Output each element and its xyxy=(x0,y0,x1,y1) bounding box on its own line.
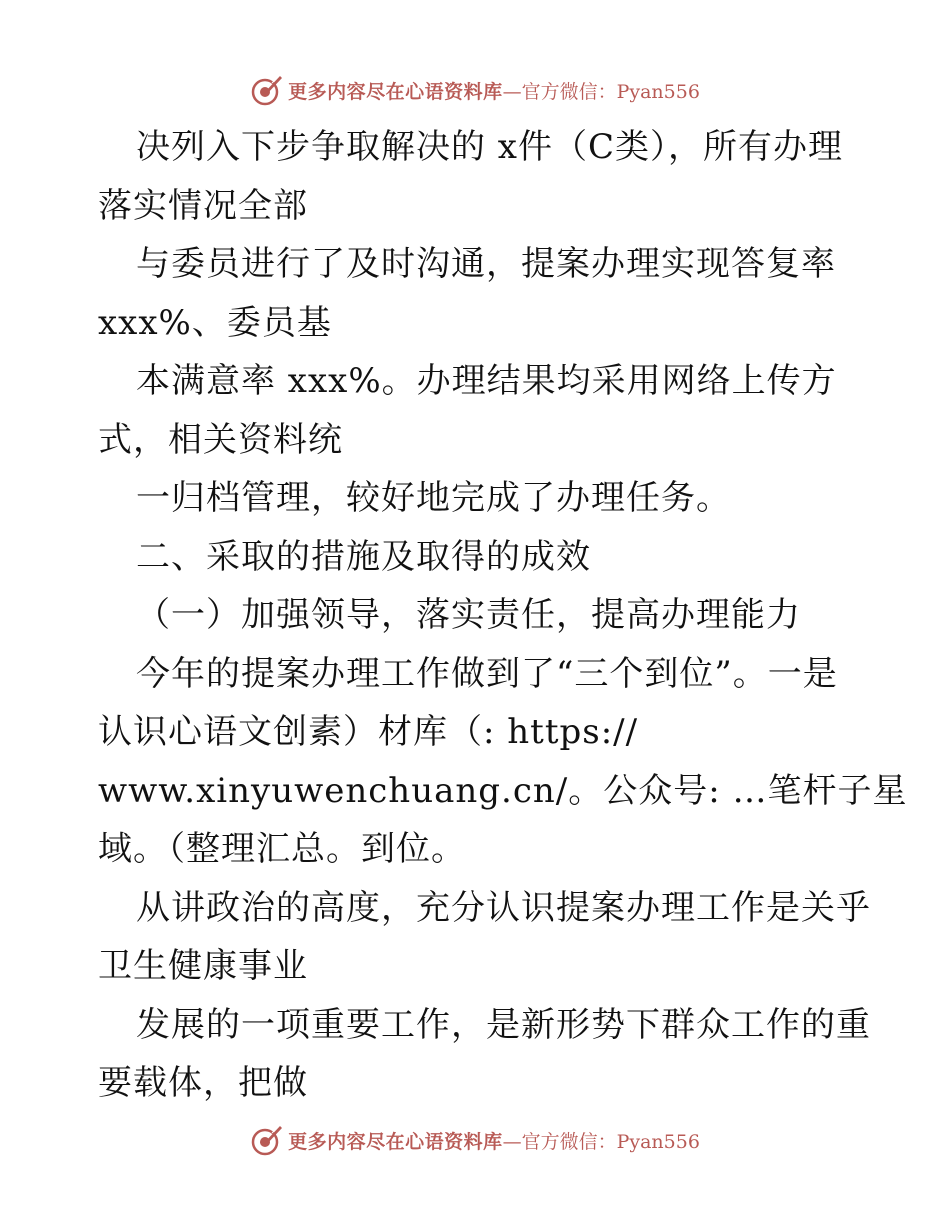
header-banner xyxy=(0,70,950,110)
text-line: www.xinyuwenchuang.cn/。公众号: …笔杆子星 xyxy=(98,770,908,811)
text-line: 决列入下步争取解决的 x件（C类），所有办理 xyxy=(136,127,843,167)
banner-site-text: 更多内容尽在心语资料库 xyxy=(288,1130,503,1153)
text-line: 落实情况全部 xyxy=(98,185,308,226)
quill-logo-icon xyxy=(250,1123,284,1157)
text-line: 本满意率 xxx%。办理结果均采用网络上传方 xyxy=(136,361,837,401)
quill-logo-icon xyxy=(250,73,284,107)
text-line: 要载体，把做 xyxy=(98,1063,308,1103)
section-heading: 二、采取的措施及取得的成效 xyxy=(136,536,591,577)
subsection-heading: （一）加强领导，落实责任，提高办理能力 xyxy=(136,595,801,635)
text-line: 认识心语文创素）材库（: https:// xyxy=(98,712,639,752)
footer-banner xyxy=(0,1120,950,1160)
text-line: 式，相关资料统 xyxy=(98,419,343,460)
text-line: 发展的一项重要工作，是新形势下群众工作的重 xyxy=(136,1004,871,1045)
text-line: 卫生健康事业 xyxy=(98,946,308,986)
text-line: 一归档管理，较好地完成了办理任务。 xyxy=(136,478,731,518)
banner-wechat-text: —官方微信：Pyan556 xyxy=(502,1130,700,1153)
text-line: 域。（整理汇总。到位。 xyxy=(98,829,466,869)
text-line: xxx%、委员基 xyxy=(98,302,332,343)
document-body xyxy=(98,118,908,1113)
text-line: 从讲政治的高度，充分认识提案办理工作是关乎 xyxy=(136,887,871,928)
text-line: 与委员进行了及时沟通，提案办理实现答复率 xyxy=(136,244,836,284)
text-line: 今年的提案办理工作做到了“三个到位”。一是 xyxy=(136,653,838,694)
banner-site-text: 更多内容尽在心语资料库 xyxy=(288,80,503,103)
banner-wechat-text: —官方微信：Pyan556 xyxy=(502,80,700,103)
